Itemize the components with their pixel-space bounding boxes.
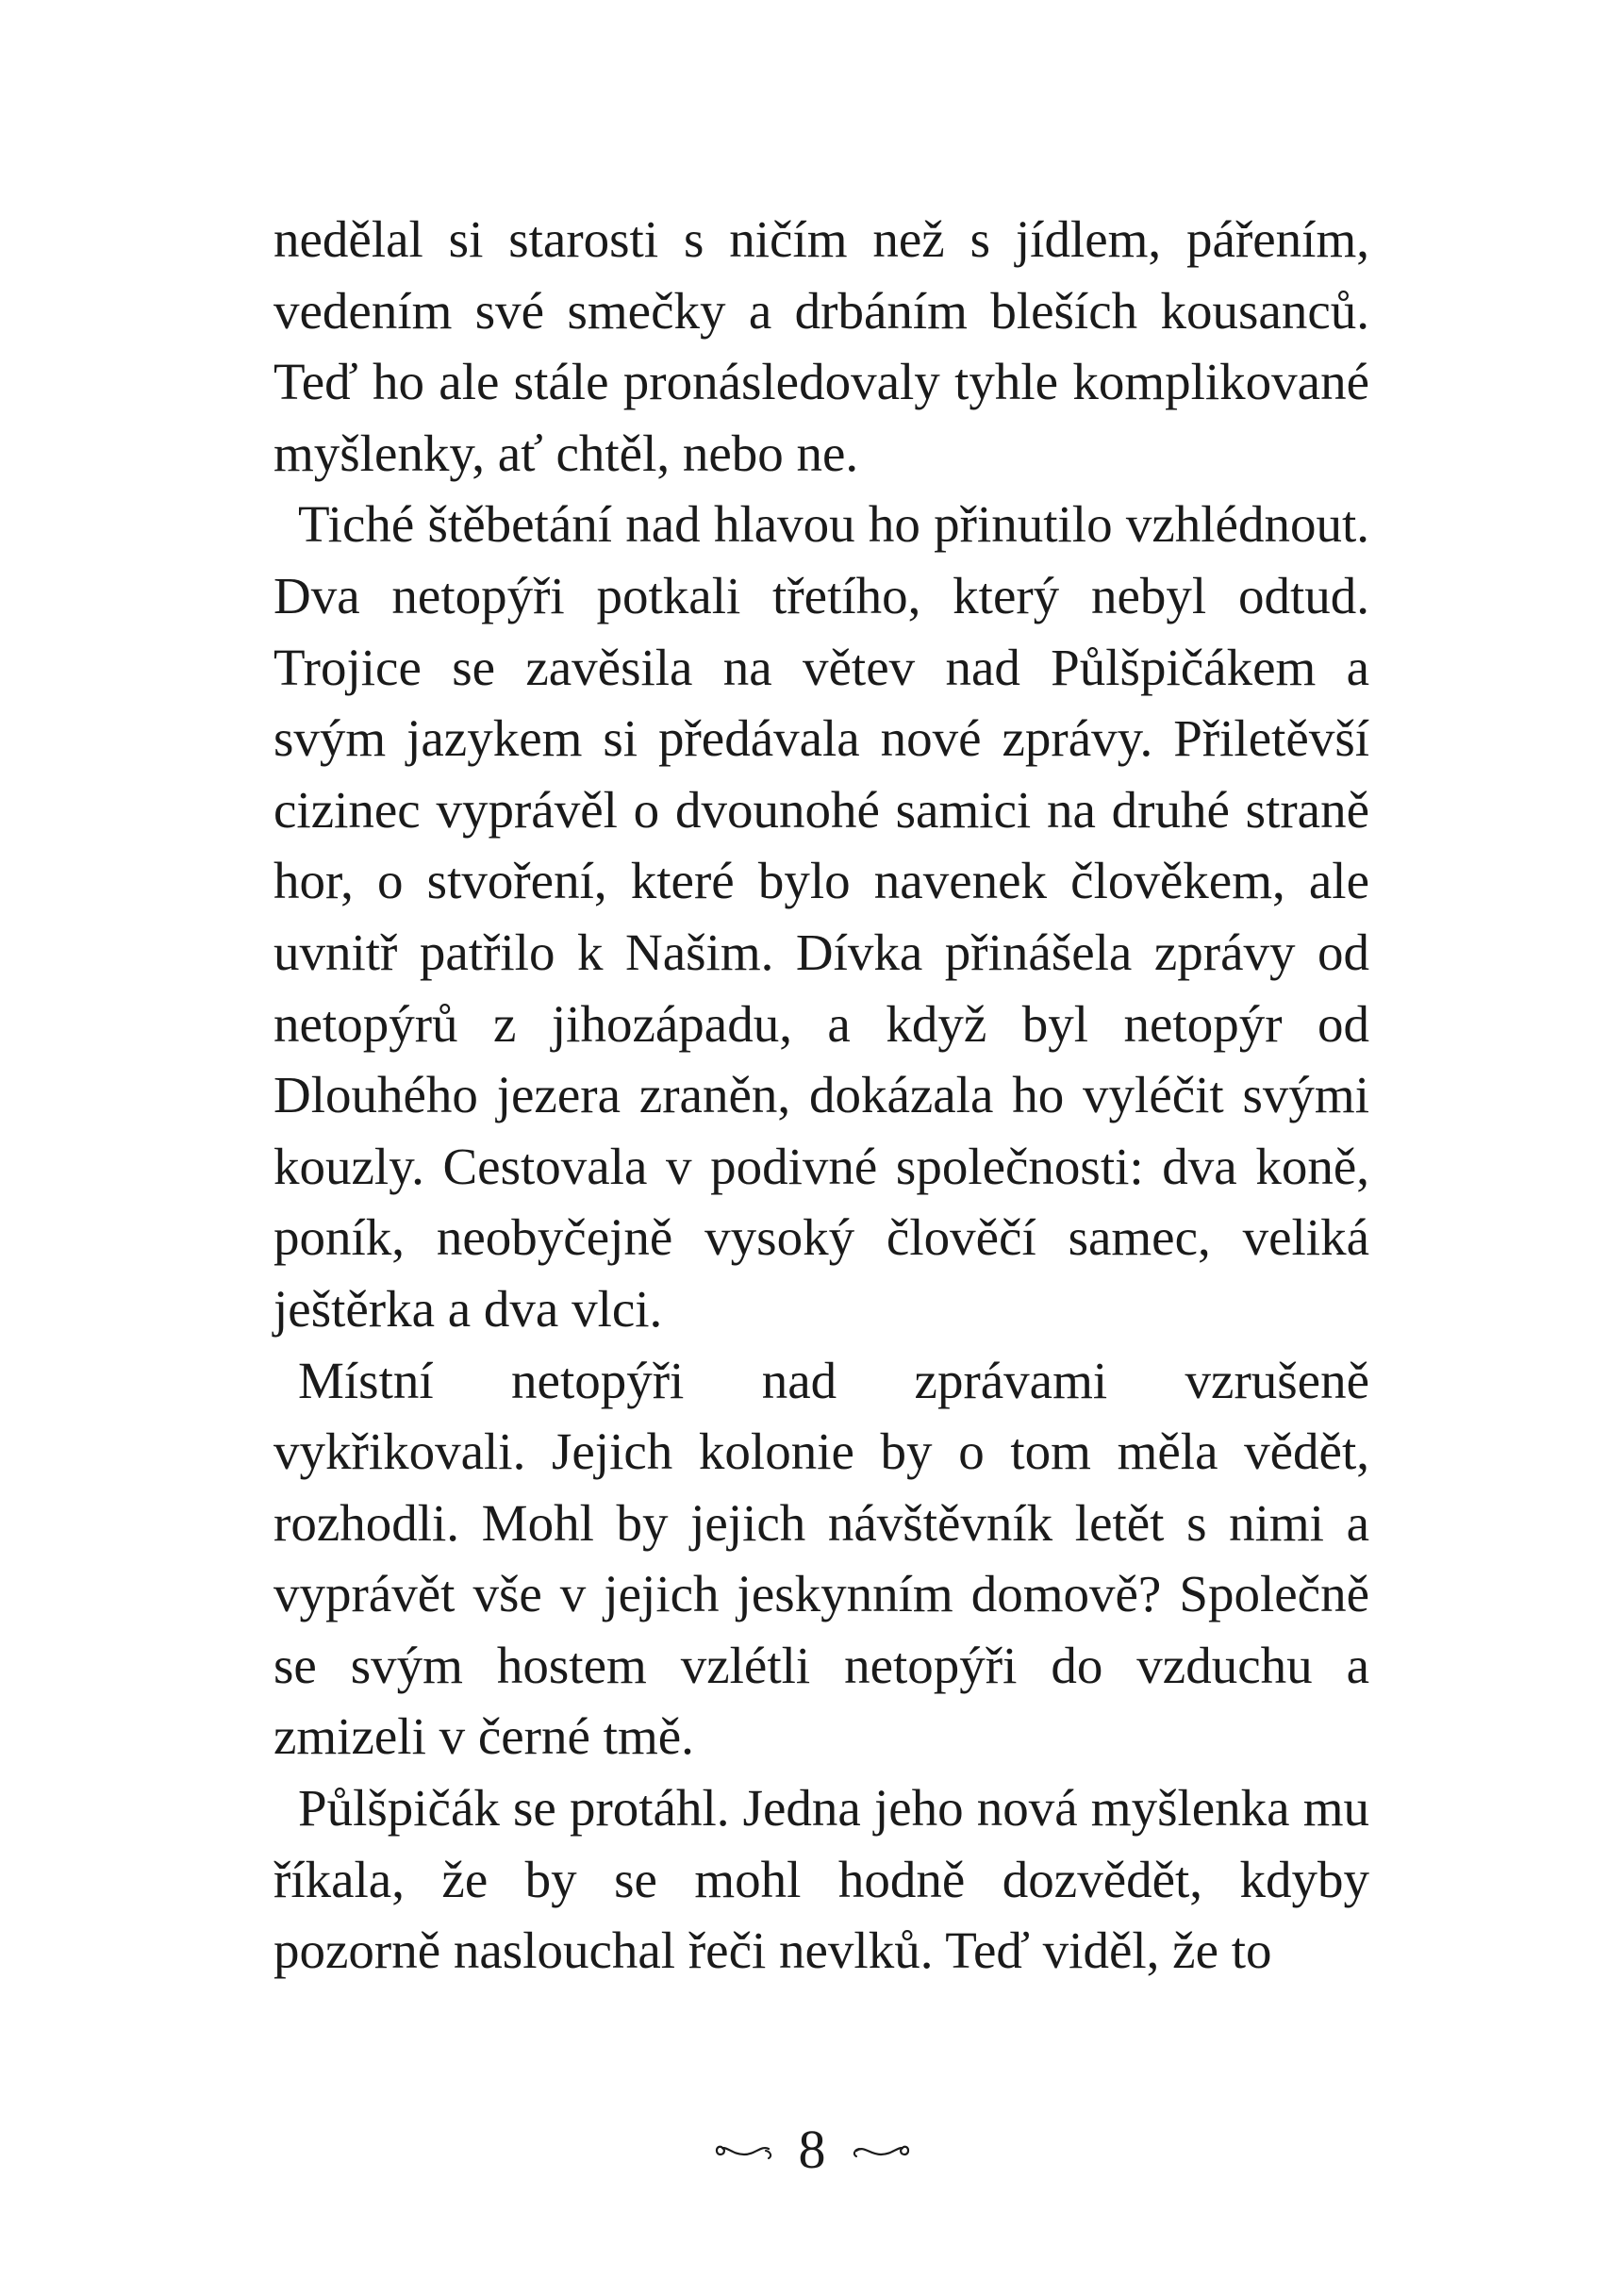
- flourish-right-icon: [847, 2136, 913, 2164]
- flourish-left-icon: [712, 2136, 778, 2164]
- paragraph-3: Místní netopýři nad zprávami vzrušeně vykřikovali. Jejich kolonie by o tom měla vědět, rozhodli. Mohl by jejich návštěvník letět s nimi a vyprávět vše v jejich jeskynním domově? Společně se svým hostem vzlétli netopýři do vzduchu a zmizeli v černé tmě.: [273, 1351, 1369, 1766]
- page-footer: [0, 2119, 1624, 2180]
- paragraph-2: Tiché štěbetání nad hlavou ho přinutilo vzhlédnout. Dva netopýři potkali třetího, který nebyl odtud. Trojice se zavěsila na větev nad Půlšpičákem a svým jazykem si předávala nové zprávy. Přiletěvší cizinec vyprávěl o dvounohé samici na druhé straně hor, o stvoření, které bylo navenek člověkem, ale uvnitř patřilo k Našim. Dívka přinášela zprávy od netopýrů z jihozápadu, a když byl netopýr od Dlouhého jezera zraněn, dokázala ho vyléčit svými kouzly. Cestovala v podivné společnosti: dva koně, poník, neobyčejně vysoký člověčí samec, veliká ještěrka a dva vlci.: [273, 495, 1369, 1338]
- page-number: 8: [798, 2119, 826, 2180]
- paragraph-4: Půlšpičák se protáhl. Jedna jeho nová myšlenka mu říkala, že by se mohl hodně dozvědět, kdyby pozorně naslouchal řeči nevlků. Teď viděl, že to: [273, 1779, 1369, 1980]
- paragraph-1: nedělal si starosti s ničím než s jídlem, pářením, vedením své smečky a drbáním bleších kousanců. Teď ho ale stále pronásledovaly tyhle komplikované myšlenky, ať chtěl, nebo ne.: [273, 210, 1369, 482]
- page-body: [273, 204, 1369, 1987]
